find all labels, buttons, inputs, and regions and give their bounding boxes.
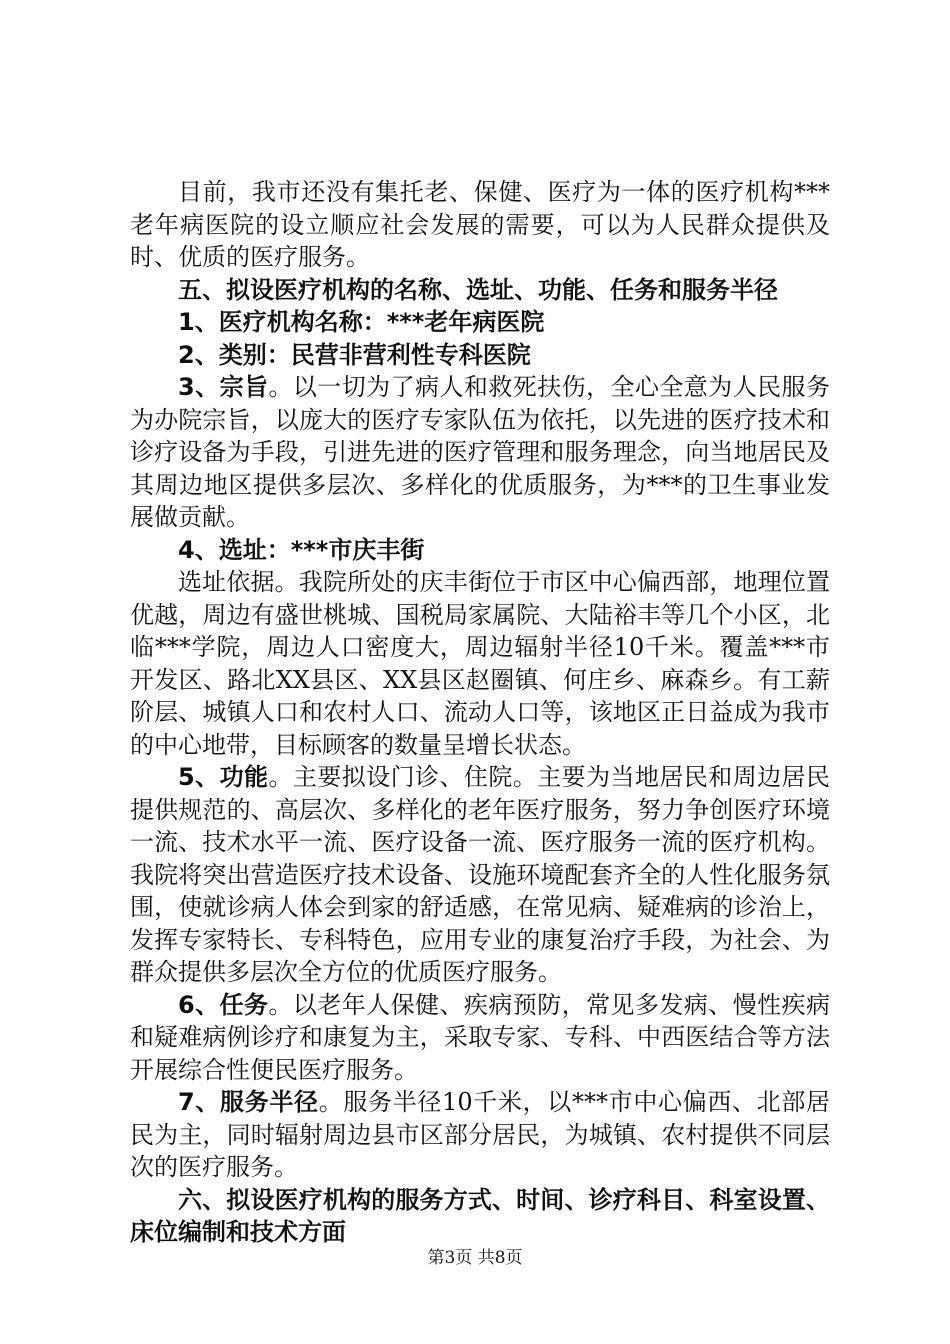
item-category: 2、类别：民营非营利性专科医院 (178, 340, 531, 369)
item-task-lead: 6、任务 (178, 990, 269, 1019)
item-location: 4、选址：***市庆丰街 (178, 535, 425, 564)
item-service-radius-lead: 7、服务半径 (178, 1088, 319, 1116)
item-task (130, 989, 830, 1087)
item-purpose-lead: 3、宗旨 (178, 373, 269, 401)
item-institution-name: 1、医疗机构名称：***老年病医院 (178, 308, 545, 336)
item-service-radius (130, 1086, 830, 1184)
item-purpose (130, 371, 830, 534)
item-service-radius-body: 。服务半径10千米，以***市中心偏西、北部居民为主，同时辐射周边县市区部分居民，为城镇、农村提供不同层次的医疗服务。 (130, 1088, 831, 1181)
intro-paragraph: 目前，我市还没有集托老、保健、医疗为一体的医疗机构***老年病医院的设立顺应社会发展的需要，可以为人民群众提供及时、优质的医疗服务。 (130, 178, 830, 271)
item-function-lead: 5、功能 (178, 763, 269, 791)
item-task-body: 。以老年人保健、疾病预防，常见多发病、慢性疾病和疑难病例诊疗和康复为主，采取专家、专科、中西医结合等方法开展综合性便民医疗服务。 (130, 990, 830, 1084)
item-function-body: 。主要拟设门诊、住院。主要为当地居民和周边居民提供规范的、高层次、多样化的老年医疗服务，努力争创医疗环境一流、技术水平一流、医疗设备一流、医疗服务一流的医疗机构。我院将突出营造医疗技术设备、设施环境配套齐全的人性化服务氛围，使就诊病人体会到家的舒适感，在常见病、疑难病的诊治上，发挥专家特长、专科特色，应用专业的康复治疗手段，为社会、为群众提供多层次全方位的优质医疗服务。 (130, 763, 830, 986)
item-function (130, 761, 830, 989)
location-basis-paragraph: 选址依据。我院所处的庆丰街位于市区中心偏西部，地理位置优越，周边有盛世桃城、国税局家属院、大陆裕丰等几个小区，北临***学院，周边人口密度大，周边辐射半径10千米。覆盖***市开发区、路北XX县区、XX县区赵圈镇、何庄乡、麻森乡。有工薪阶层、城镇人口和农村人口、流动人口等，该地区正日益成为我市的中心地带，目标顾客的数量呈增长状态。 (130, 568, 830, 759)
item-purpose-body: 。以一切为了病人和救死扶伤，全心全意为人民服务为办院宗旨，以庞大的医疗专家队伍为依托，以先进的医疗技术和诊疗设备为手段，引进先进的医疗管理和服务理念，向当地居民及其周边地区提供多层次、多样化的优质服务，为***的卫生事业发展做贡献。 (130, 373, 830, 531)
page-footer: 第3页 共8页 (427, 1248, 523, 1268)
document-body (130, 176, 830, 1249)
section-heading-5: 五、拟设医疗机构的名称、选址、功能、任务和服务半径 (178, 275, 778, 304)
section-heading-6: 六、拟设医疗机构的服务方式、时间、诊疗科目、科室设置、床位编制和技术方面 (130, 1185, 830, 1246)
